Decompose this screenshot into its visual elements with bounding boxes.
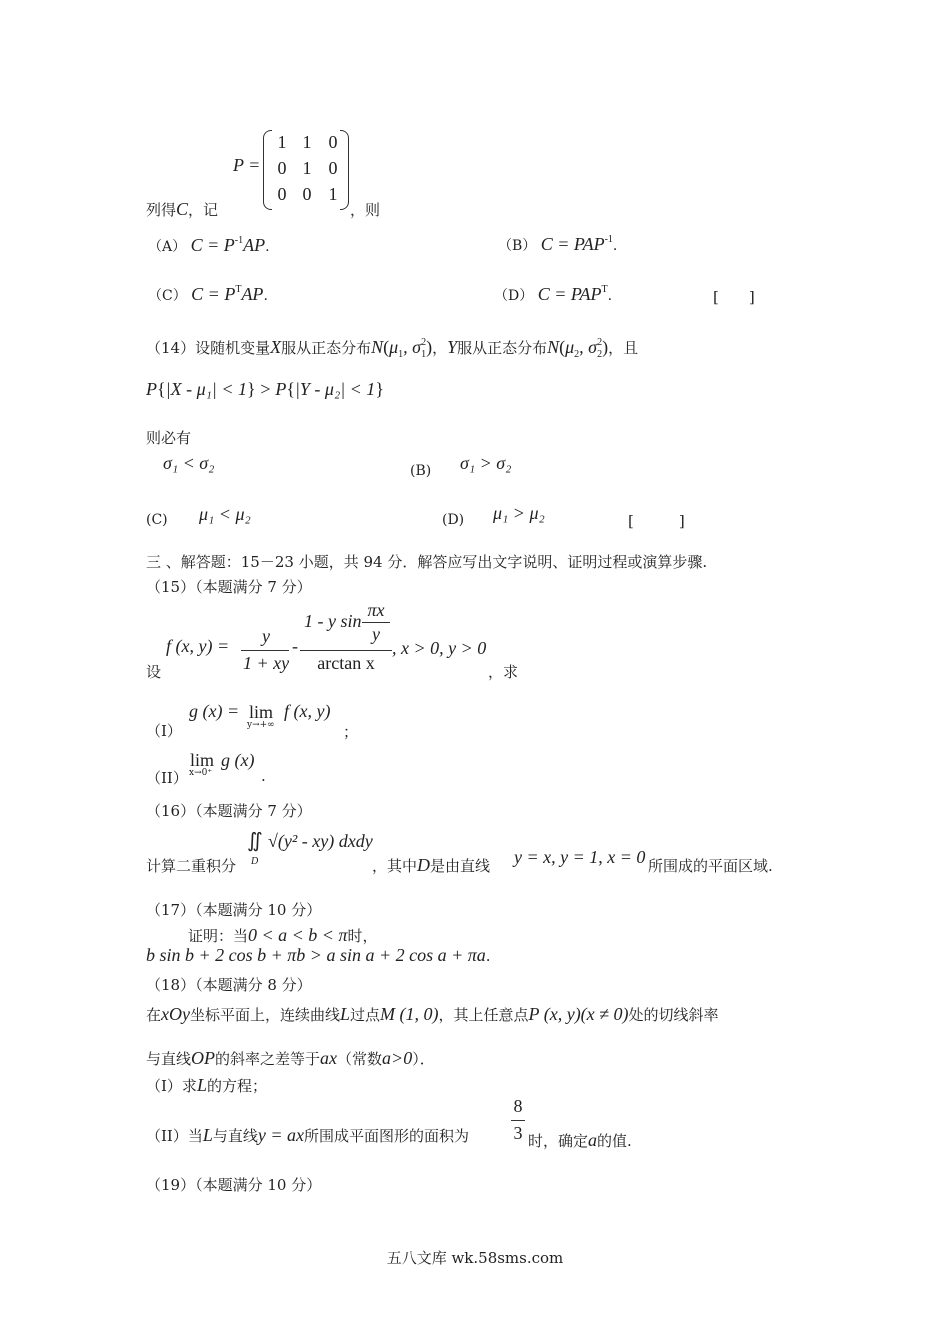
q15-frac1-den: 1 + xy: [242, 653, 290, 673]
q14-option-b-label: (B): [410, 463, 432, 479]
q18-heading: （18）（本题满分 8 分）: [146, 976, 312, 994]
q15-frac2-inner-num: πx: [367, 600, 385, 620]
matrix-cell: 1: [302, 158, 312, 178]
q15-condition: , x > 0, y > 0: [392, 638, 487, 658]
q15-frac2-den: arctan x: [317, 653, 375, 673]
q15-frac2-num: 1 - y sin: [304, 611, 362, 631]
q14-option-d: μ₁ > μ₂: [493, 503, 545, 523]
q13-answer-bracket: [ ]: [713, 288, 755, 306]
q17-heading: （17）（本题满分 10 分）: [146, 901, 322, 919]
q14-option-c-label: (C): [146, 512, 168, 528]
q13-option-d: （D） $C = PAP^T$.: [494, 284, 613, 304]
matrix-cell: 0: [277, 158, 287, 178]
q18-area-frac-den: 3: [513, 1123, 523, 1143]
q16-text2: ，其中D是由直线: [372, 855, 491, 875]
q15-frac2-inner-den: y: [372, 624, 380, 644]
q15-part-two-lim-sub: x→0⁺: [189, 768, 213, 778]
q14-option-b: σ₁ > σ₂: [460, 453, 512, 473]
q15-she: 设: [146, 663, 162, 681]
q18-part-two: （II）当L与直线y = ax所围成平面图形的面积为: [146, 1125, 470, 1145]
q16-text1: 计算二重积分: [146, 857, 237, 875]
q14-option-a: σ₁ < σ₂: [163, 453, 215, 473]
matrix-cell: 1: [277, 132, 287, 152]
q13-option-b: （B） $C = PAP^{-1}$.: [498, 234, 618, 254]
q13-option-a: （A） $C = P^{-1}AP$.: [148, 235, 270, 255]
q15-part-one-lim: lim: [249, 702, 274, 722]
q13-option-c: （C） $C = P^TAP$.: [148, 284, 268, 304]
q14-option-d-label: (D): [442, 512, 465, 528]
q16-integrand: √(y² - xy) dxdy: [268, 831, 373, 851]
matrix-p: [263, 128, 349, 212]
q15-semicolon: ；: [343, 723, 359, 741]
q16-integral-region: D: [251, 856, 259, 867]
q15-frac2-inner-bar: [362, 622, 390, 623]
q16-boundary-lines: y = x, y = 1, x = 0: [514, 847, 646, 867]
matrix-cell: 1: [302, 132, 312, 152]
page-footer: 五八文库 wk.58sms.com: [386, 1249, 564, 1267]
q18-area-frac-bar: [511, 1120, 525, 1121]
q14-stem: （14）设随机变量X服从正态分布$N(\mu_1$, $\sigma_1^2$)，Y服从正态分布$N(\mu_2$, $\sigma_2^2$)，且: [146, 337, 639, 360]
q15-frac2-bar: [300, 650, 392, 651]
q18-line1: 在xOy坐标平面上，连续曲线L过点M (1, 0)，其上任意点P (x, y)(x ≠ 0)处的切线斜率: [146, 1004, 719, 1024]
q15-f-def: f (x, y) =: [166, 636, 230, 656]
q19-heading: （19）（本题满分 10 分）: [146, 1176, 322, 1194]
q15-frac1-bar: [241, 650, 289, 651]
matrix-cell: 0: [277, 184, 287, 204]
q15-part-one-g: g (x) =: [189, 701, 240, 721]
section-three-heading: 三 、解答题：15－23 小题，共 94 分．解答应写出文字说明、证明过程或演算步骤.: [146, 553, 708, 571]
q13-then: ，则: [350, 201, 381, 219]
q15-part-two-lim: lim: [190, 750, 215, 770]
matrix-cell: 0: [328, 132, 338, 152]
q15-part-two-label: （II）: [146, 769, 188, 787]
q14-must-have: 则必有: [146, 429, 192, 447]
q16-heading: （16）（本题满分 7 分）: [146, 802, 312, 820]
p-equals: P =: [233, 155, 261, 175]
q18-area-frac-num: 8: [513, 1096, 523, 1116]
q15-heading: （15）（本题满分 7 分）: [146, 578, 312, 596]
q15-minus: -: [292, 636, 298, 656]
q15-part-two-g: g (x): [221, 750, 255, 770]
q17-inequality: b sin b + 2 cos b + πb > a sin a + 2 cos a + πa.: [146, 945, 491, 965]
q16-double-integral: ∬: [247, 830, 263, 852]
q15-part-two-dot: .: [261, 767, 266, 785]
q16-text4: 所围成的平面区域.: [648, 857, 773, 875]
q18-part-one: （I）求L的方程；: [146, 1075, 267, 1095]
q15-frac1-num: y: [262, 626, 270, 646]
q18-part-two-tail: 时，确定a的值.: [528, 1130, 632, 1150]
q15-qiu: ，求: [488, 663, 519, 681]
matrix-cell: 0: [328, 158, 338, 178]
matrix-cell: 1: [328, 184, 338, 204]
q15-part-one-f: f (x, y): [284, 701, 331, 721]
matrix-cell: 0: [302, 184, 312, 204]
q18-line2: 与直线OP的斜率之差等于ax（常数a>0）．: [146, 1048, 435, 1068]
q15-part-one-label: （I）: [146, 722, 182, 740]
q17-proof-line: 证明：当0 < a < b < π时，: [188, 925, 378, 945]
q13-intro-line: 列得C，记: [146, 199, 219, 219]
q15-part-one-lim-sub: y→+∞: [247, 720, 275, 730]
q14-option-c: μ₁ < μ₂: [199, 504, 251, 524]
q14-probability-inequality: P{|X - μ₁| < 1} > P{|Y - μ₂| < 1}: [146, 379, 384, 399]
q14-answer-bracket: [ ]: [628, 512, 685, 530]
